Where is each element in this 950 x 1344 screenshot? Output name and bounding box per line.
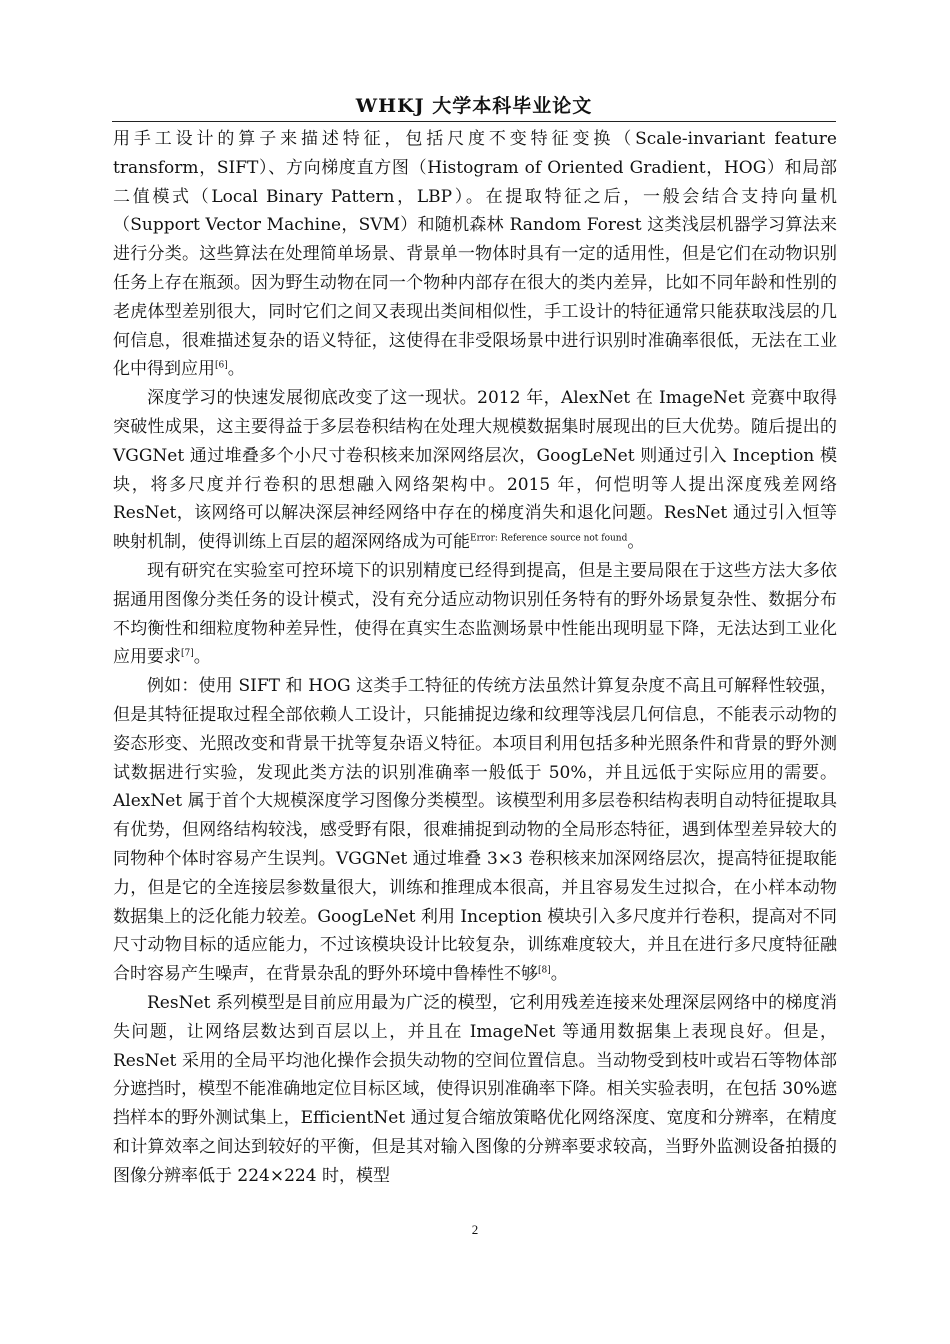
body-text <box>113 125 837 1190</box>
citation: [6] <box>215 360 228 371</box>
paragraph-2 <box>113 384 837 557</box>
paragraph-5 <box>113 989 837 1191</box>
page-number: 2 <box>471 1222 479 1237</box>
citation: [7] <box>181 648 194 659</box>
paragraph-tail: 。 <box>227 359 245 380</box>
paragraph-text: 例如：使用 SIFT 和 HOG 这类手工特征的传统方法虽然计算复杂度不高且可解释性较强，但是其特征提取过程全部依赖人工设计，只能捕捉边缘和纹理等浅层几何信息，不能表示动物的姿态形变、光照改变和背景干扰等复杂语义特征。本项目利用包括多种光照条件和背景的野外测试数据进行实验，发现此类方法的识别准确率一般低于 50%，并且远低于实际应用的需要。AlexNet 属于首个大规模深度学习图像分类模型。该模型利用多层卷积结构表明自动特征提取具有优势，但网络结构较浅，感受野有限，很难捕捉到动物的全局形态特征，遇到体型差异较大的同物种个体时容易产生误判。VGGNet 通过堆叠 3×3 卷积核来加深网络层次，提高特征提取能力，但是它的全连接层参数量很大，训练和推理成本很高，并且容易发生过拟合，在小样本动物数据集上的泛化能力较差。GoogLeNet 利用 Inception 模块引入多尺度并行卷积，提高对不同尺寸动物目标的适应能力，不过该模块设计比较复杂，训练难度较大，并且在进行多尺度特征融合时容易产生噪声，在背景杂乱的野外环境中鲁棒性不够 <box>113 676 837 985</box>
paragraph-tail: 。 <box>550 964 568 985</box>
paragraph-text: 现有研究在实验室可控环境下的识别精度已经得到提高，但是主要局限在于这些方法大多依据通用图像分类任务的设计模式，没有充分适应动物识别任务特有的野外场景复杂性、数据分布不均衡性和细粒度物种差异性，使得在真实生态监测场景中性能出现明显下降，无法达到工业化应用要求 <box>113 560 837 668</box>
paragraph-text: ResNet 系列模型是目前应用最为广泛的模型，它利用残差连接来处理深层网络中的梯度消失问题，让网络层数达到百层以上，并且在 ImageNet 等通用数据集上表现良好。但是，ResNet 采用的全局平均池化操作会损失动物的空间位置信息。当动物受到枝叶或岩石等物体部分遮挡时，模型不能准确地定位目标区域，使得识别准确率下降。相关实验表明，在包括 30%遮挡样本的野外测试集上，EfficientNet 通过复合缩放策略优化网络深度、宽度和分辨率，在精度和计算效率之间达到较好的平衡，但是其对输入图像的分辨率要求较高，当野外监测设备拍摄的图像分辨率低于 224×224 时，模型 <box>113 992 837 1186</box>
paragraph-1 <box>113 125 837 384</box>
paragraph-text: 用手工设计的算子来描述特征，包括尺度不变特征变换（Scale-invariant feature transform，SIFT）、方向梯度直方图（Histogram of Oriented Gradient，HOG）和局部二值模式（Local Binary Pattern，LBP）。在提取特征之后，一般会结合支持向量机（Support Vector Machine，SVM）和随机森林 Random Forest 这类浅层机器学习算法来进行分类。这些算法在处理简单场景、背景单一物体时具有一定的适用性，但是它们在动物识别任务上存在瓶颈。因为野生动物在同一个物种内部存在很大的类内差异，比如不同年龄和性别的老虎体型差别很大，同时它们之间又表现出类间相似性，手工设计的特征通常只能获取浅层的几何信息，很难描述复杂的语义特征，这使得在非受限场景中进行识别时准确率很低，无法在工业化中得到应用 <box>113 129 837 380</box>
running-header: WHKJ 大学本科毕业论文 <box>355 95 593 117</box>
paragraph-tail: 。 <box>193 647 211 668</box>
paragraph-3 <box>113 557 837 672</box>
citation-error: Error: Reference source not found <box>470 533 628 544</box>
citation: [8] <box>538 965 551 976</box>
paragraph-4 <box>113 672 837 989</box>
header-rule <box>112 121 836 122</box>
paragraph-text: 深度学习的快速发展彻底改变了这一现状。2012 年，AlexNet 在 ImageNet 竞赛中取得突破性成果，这主要得益于多层卷积结构在处理大规模数据集时展现出的巨大优势。随后提出的 VGGNet 通过堆叠多个小尺寸卷积核来加深网络层次，GoogLeNet 则通过引入 Inception 模块，将多尺度并行卷积的思想融入网络架构中。2015 年，何恺明等人提出深度残差网络 ResNet，该网络可以解决深层神经网络中存在的梯度消失和退化问题。ResNet 通过引入恒等映射机制，使得训练上百层的超深网络成为可能 <box>113 388 837 553</box>
paragraph-tail: 。 <box>627 532 645 553</box>
